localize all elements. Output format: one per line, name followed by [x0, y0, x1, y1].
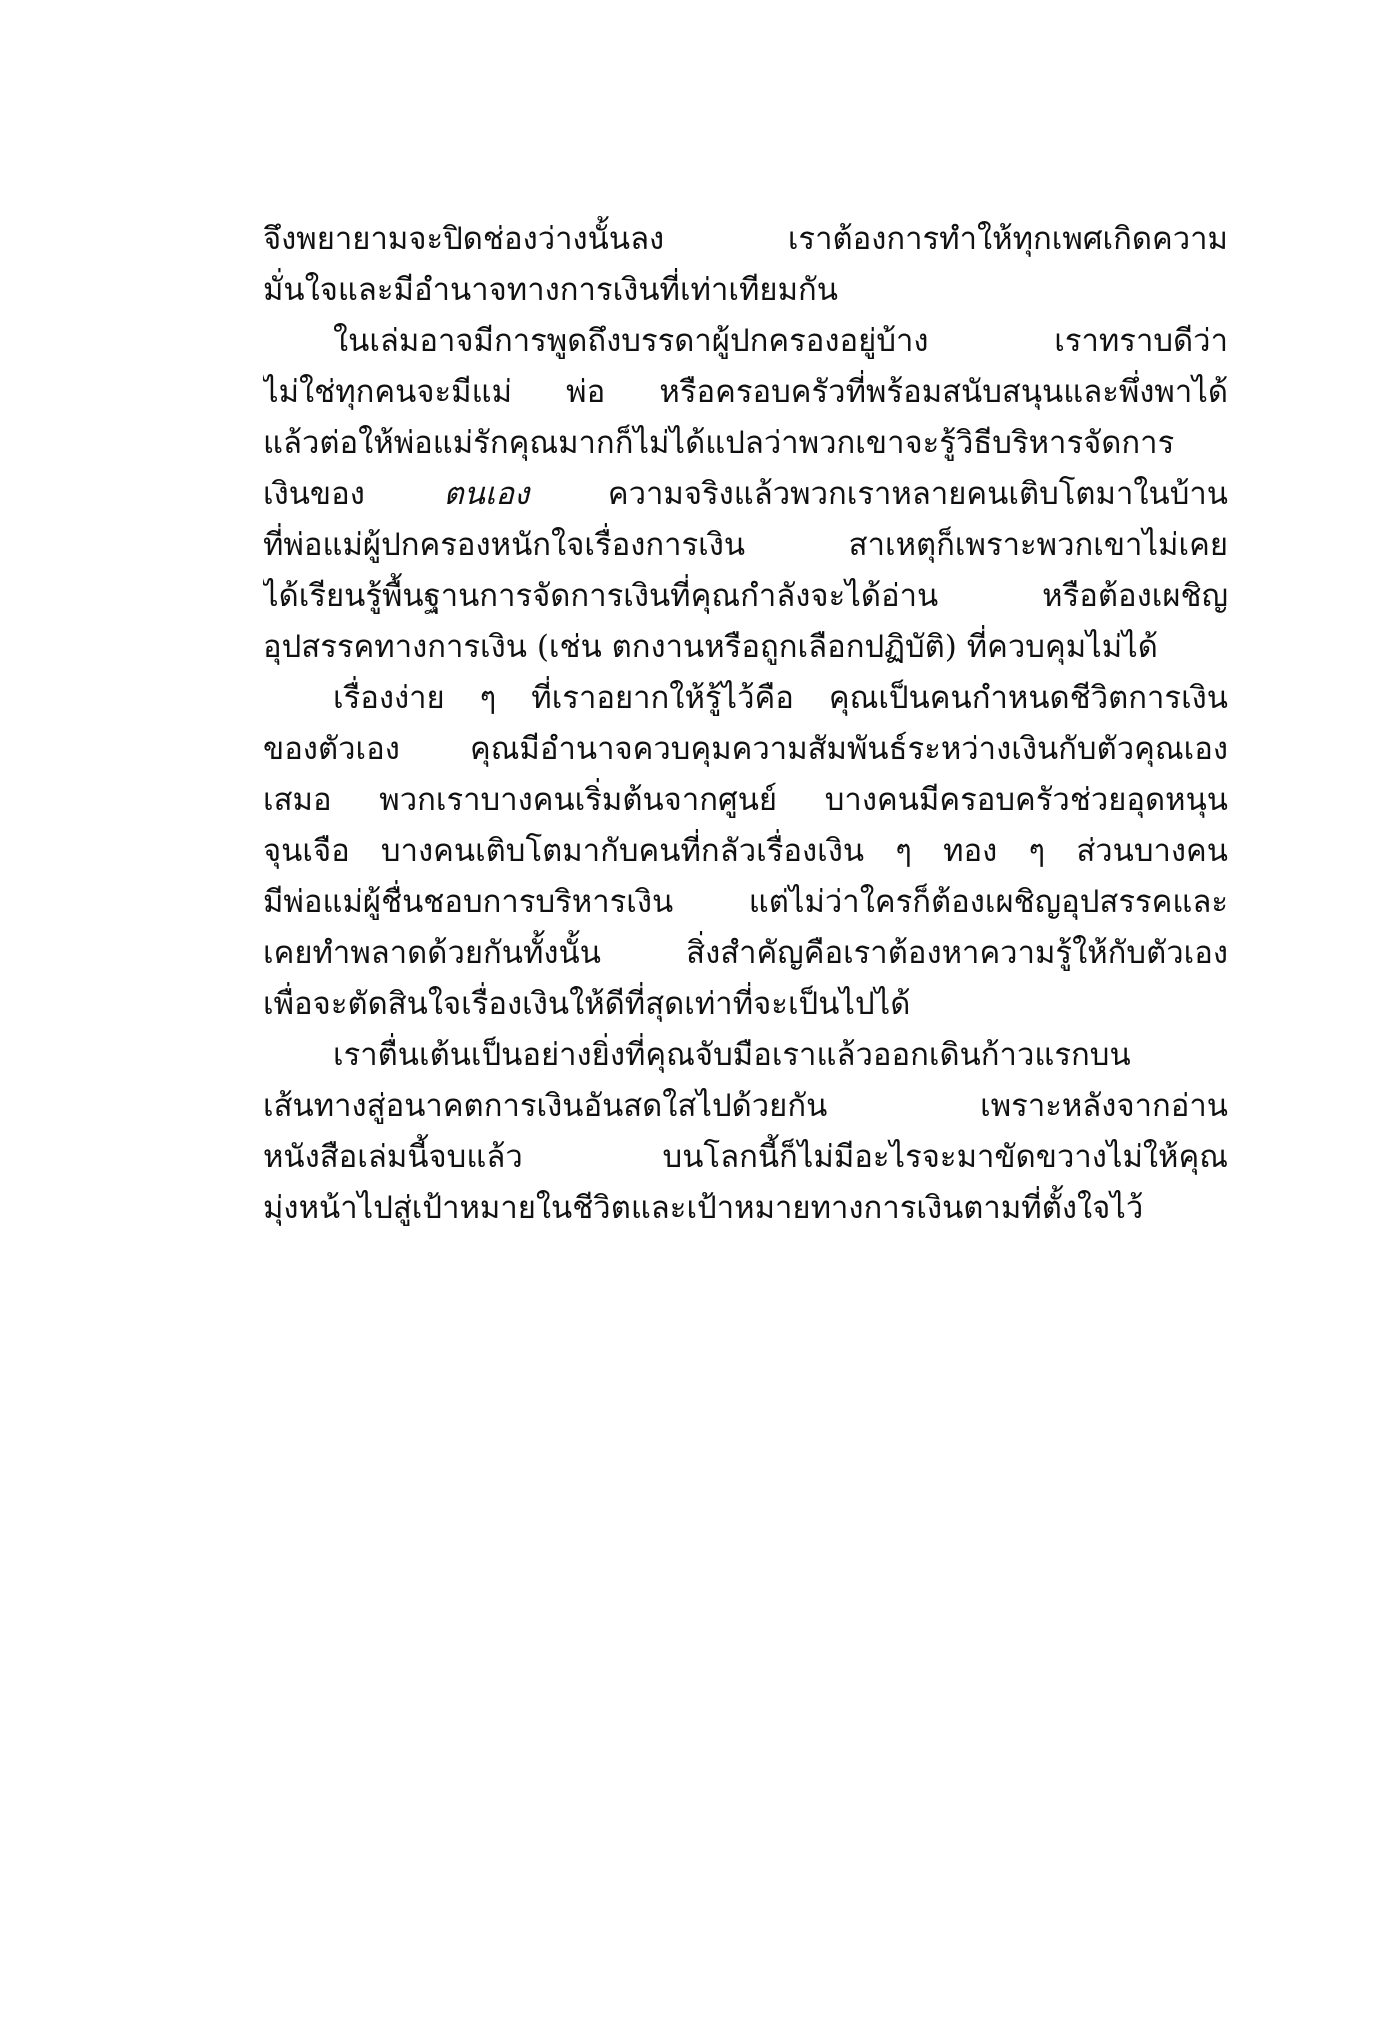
- text-line: มีพ่อแม่ผู้ชื่นชอบการบริหารเงิน แต่ไม่ว่าใครก็ต้องเผชิญอุปสรรคและ: [263, 884, 1228, 920]
- text-segment: ความจริงแล้วพวกเราหลายคนเติบโตมาในบ้าน: [529, 476, 1228, 512]
- text-line: เส้นทางสู่อนาคตการเงินอันสดใสไปด้วยกัน เพราะหลังจากอ่าน: [263, 1088, 1228, 1124]
- text-line: มุ่งหน้าไปสู่เป้าหมายในชีวิตและเป้าหมายทางการเงินตามที่ตั้งใจไว้: [263, 1190, 1144, 1226]
- text-line: เพื่อจะตัดสินใจเรื่องเงินให้ดีที่สุดเท่าที่จะเป็นไปได้: [263, 986, 911, 1022]
- text-line: หนังสือเล่มนี้จบแล้ว บนโลกนี้ก็ไม่มีอะไรจะมาขัดขวางไม่ให้คุณ: [263, 1139, 1228, 1175]
- paragraph: [263, 214, 1228, 316]
- paragraph: [263, 1030, 1228, 1234]
- text-line: ที่พ่อแม่ผู้ปกครองหนักใจเรื่องการเงิน สาเหตุก็เพราะพวกเขาไม่เคย: [263, 527, 1228, 563]
- text-line: เราตื่นเต้นเป็นอย่างยิ่งที่คุณจับมือเราแล้วออกเดินก้าวแรกบน: [333, 1037, 1131, 1073]
- text-line: เคยทำพลาดด้วยกันทั้งนั้น สิ่งสำคัญคือเราต้องหาความรู้ให้กับตัวเอง: [263, 935, 1228, 971]
- text-line: เสมอ พวกเราบางคนเริ่มต้นจากศูนย์ บางคนมีครอบครัวช่วยอุดหนุน: [263, 782, 1228, 818]
- text-line: ไม่ใช่ทุกคนจะมีแม่ พ่อ หรือครอบครัวที่พร้อมสนับสนุนและพึ่งพาได้: [263, 374, 1228, 410]
- text-line: ในเล่มอาจมีการพูดถึงบรรดาผู้ปกครองอยู่บ้าง เราทราบดีว่า: [333, 323, 1228, 359]
- text-line: เรื่องง่าย ๆ ที่เราอยากให้รู้ไว้คือ คุณเป็นคนกำหนดชีวิตการเงิน: [333, 680, 1228, 716]
- text-line: ของตัวเอง คุณมีอำนาจควบคุมความสัมพันธ์ระหว่างเงินกับตัวคุณเอง: [263, 731, 1228, 767]
- paragraph: [263, 673, 1228, 1030]
- emphasized-word: ตนเอง: [443, 476, 530, 512]
- text-line: อุปสรรคทางการเงิน (เช่น ตกงานหรือถูกเลือกปฏิบัติ) ที่ควบคุมไม่ได้: [263, 629, 1158, 665]
- body-text: [263, 214, 1228, 1234]
- text-line: จึงพยายามจะปิดช่องว่างนั้นลง เราต้องการทำให้ทุกเพศเกิดความ: [263, 221, 1228, 257]
- text-line: มั่นใจและมีอำนาจทางการเงินที่เท่าเทียมกัน: [263, 272, 838, 308]
- text-line: จุนเจือ บางคนเติบโตมากับคนที่กลัวเรื่องเงิน ๆ ทอง ๆ ส่วนบางคน: [263, 833, 1228, 869]
- text-line: ได้เรียนรู้พื้นฐานการจัดการเงินที่คุณกำลังจะได้อ่าน หรือต้องเผชิญ: [263, 578, 1228, 614]
- paragraph: [263, 316, 1228, 673]
- text-segment: เงินของ: [263, 476, 444, 512]
- text-line: แล้วต่อให้พ่อแม่รักคุณมากก็ไม่ได้แปลว่าพวกเขาจะรู้วิธีบริหารจัดการ: [263, 425, 1175, 461]
- text-line: [263, 469, 1228, 520]
